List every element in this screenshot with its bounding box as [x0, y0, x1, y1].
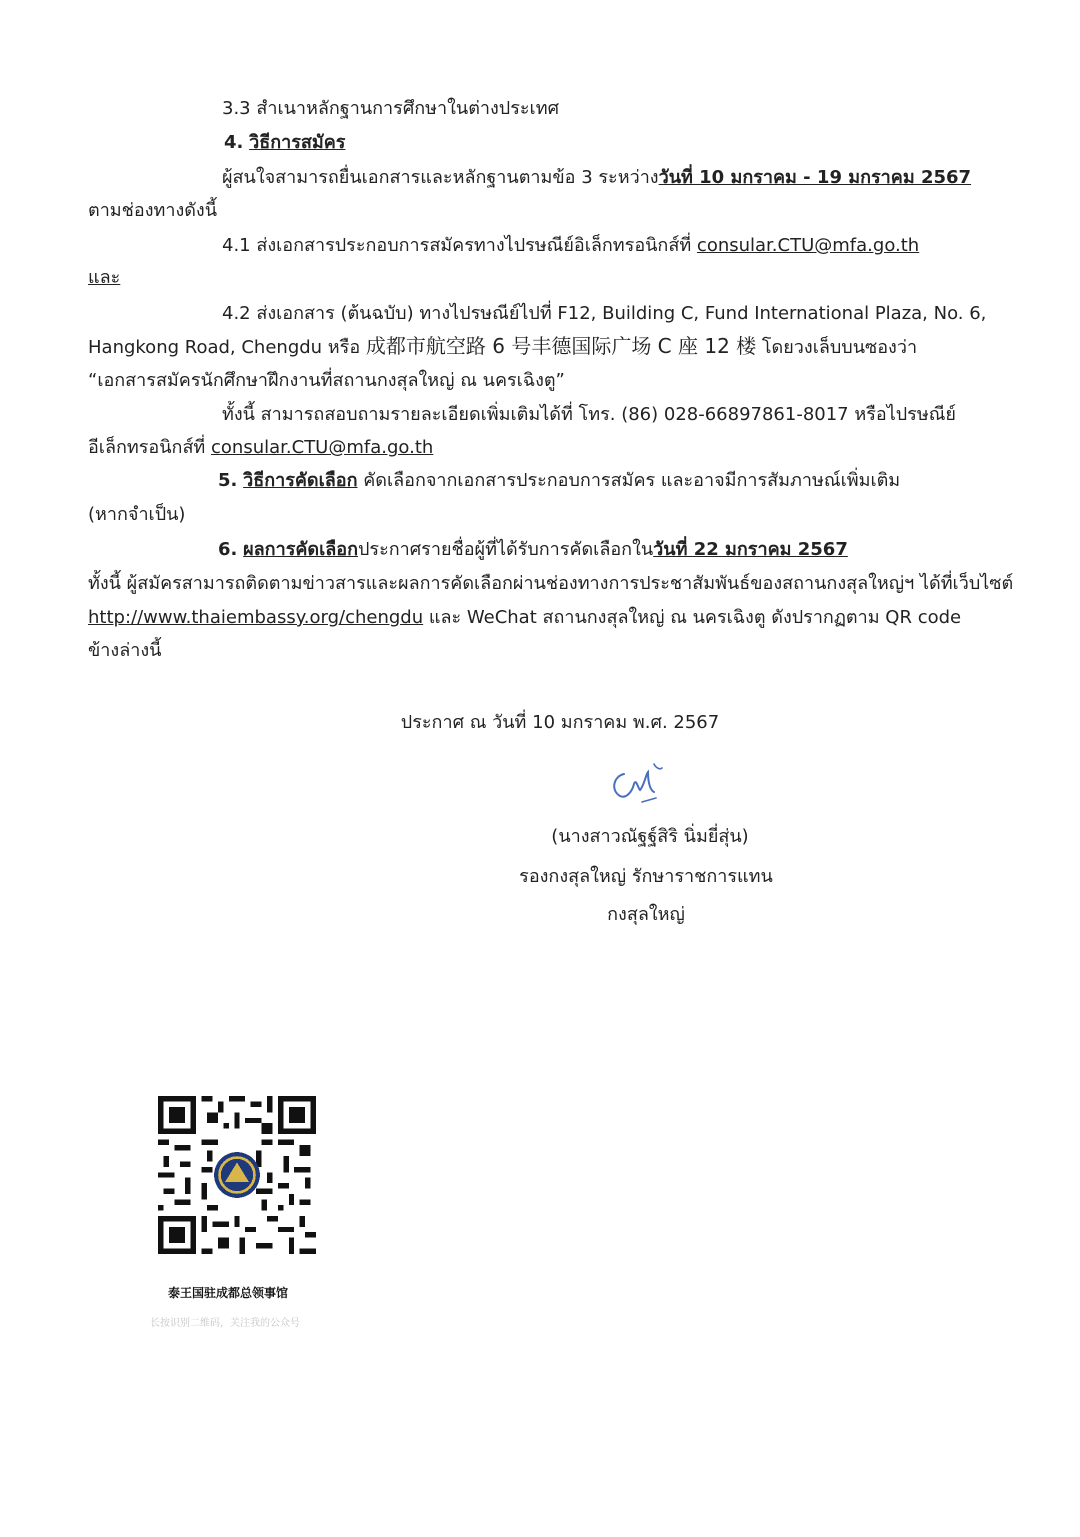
section-6-number: 6. [218, 539, 238, 560]
item-4-2-line2 [88, 334, 917, 360]
section-4-intro [222, 166, 971, 190]
section-4-number: 4. [224, 132, 244, 153]
signature-icon [606, 752, 670, 808]
section-4-heading [224, 131, 345, 155]
consular-email-link[interactable]: consular.CTU@mfa.go.th [696, 235, 920, 256]
section-6-text: ประกาศรายชื่อผู้ที่ได้รับการคัดเลือกใน [357, 539, 654, 560]
section-6-line2: ทั้งนี้ ผู้สมัครสามารถติดตามข่าวสารและผลการคัดเลือกผ่านช่องทางการประชาสัมพันธ์ของสถานกงสุลใหญ่ฯ ได้ที่เว็บไซต์ [88, 573, 1014, 594]
section-6-wechat-text: และ WeChat สถานกงสุลใหญ่ ณ นครเฉิงตู ดังปรากฏตาม QR code [423, 607, 962, 628]
item-4-2-address-cn: 成都市航空路 6 号丰德国际广场 C 座 12 楼 [365, 334, 757, 358]
announcement-date: ประกาศ ณ วันที่ 10 มกราคม พ.ศ. 2567 [400, 712, 720, 733]
section-6 [218, 538, 848, 562]
section-6-line3 [88, 606, 961, 630]
section-4-dates: วันที่ 10 มกราคม - 19 มกราคม 2567 [658, 167, 972, 188]
section-5-cont: (หากจำเป็น) [88, 504, 186, 525]
contact-line2-text: อีเล็กทรอนิกส์ที่ [88, 437, 212, 458]
section-6-line4: ข้างล่างนี้ [88, 640, 162, 661]
contact-email-link[interactable]: consular.CTU@mfa.go.th [211, 437, 434, 458]
section-4-intro-cont: ตามช่องทางดังนี้ [88, 200, 218, 221]
section-5-title: วิธีการคัดเลือก [243, 470, 358, 491]
signer-title: กงสุลใหญ่ [607, 904, 685, 925]
item-4-2-envelope-note: โดยวงเล็บบนซองว่า [756, 337, 918, 358]
item-4-1 [222, 234, 919, 258]
item-4-1-text: 4.1 ส่งเอกสารประกอบการสมัครทางไปรษณีย์อิเล็กทรอนิกส์ที่ [222, 235, 697, 256]
item-4-1-and: และ [88, 267, 121, 288]
section-5-number: 5. [218, 470, 238, 491]
section-4-intro-text: ผู้สนใจสามารถยื่นเอกสารและหลักฐานตามข้อ 3 ระหว่าง [222, 167, 659, 188]
item-3-3: 3.3 สำเนาหลักฐานการศึกษาในต่างประเทศ [222, 98, 559, 119]
qr-code-icon [158, 1096, 316, 1254]
section-5 [218, 469, 900, 493]
qr-caption-subtitle: 长按识别二维码，关注我的公众号 [150, 1318, 300, 1329]
section-5-text: คัดเลือกจากเอกสารประกอบการสมัคร และอาจมีการสัมภาษณ์เพิ่มเติม [357, 470, 901, 491]
item-4-2-address-en: Hangkong Road, Chengdu หรือ [88, 337, 366, 358]
contact-line1: ทั้งนี้ สามารถสอบถามรายละเอียดเพิ่มเติมได้ที่ โทร. (86) 028-66897861-8017 หรือไปรษณีย์ [222, 404, 956, 425]
signer-role: รองกงสุลใหญ่ รักษาราชการแทน [519, 866, 773, 887]
section-4-title: วิธีการสมัคร [249, 132, 346, 153]
section-6-date: วันที่ 22 มกราคม 2567 [653, 539, 848, 560]
item-4-2-line1: 4.2 ส่งเอกสาร (ต้นฉบับ) ทางไปรษณีย์ไปที่ F12, Building C, Fund International Plaza, No. 6, [222, 303, 987, 324]
contact-line2 [88, 436, 433, 460]
item-4-2-line3: “เอกสารสมัครนักศึกษาฝึกงานที่สถานกงสุลใหญ่ ณ นครเฉิงตู” [88, 370, 565, 391]
section-6-title: ผลการคัดเลือก [243, 539, 358, 560]
website-link[interactable]: http://www.thaiembassy.org/chengdu [88, 607, 424, 628]
signer-name: (นางสาวณัฐฐ์สิริ นิ่มยี่สุ่น) [551, 826, 749, 847]
qr-caption-title: 泰王国驻成都总领事馆 [168, 1286, 289, 1300]
